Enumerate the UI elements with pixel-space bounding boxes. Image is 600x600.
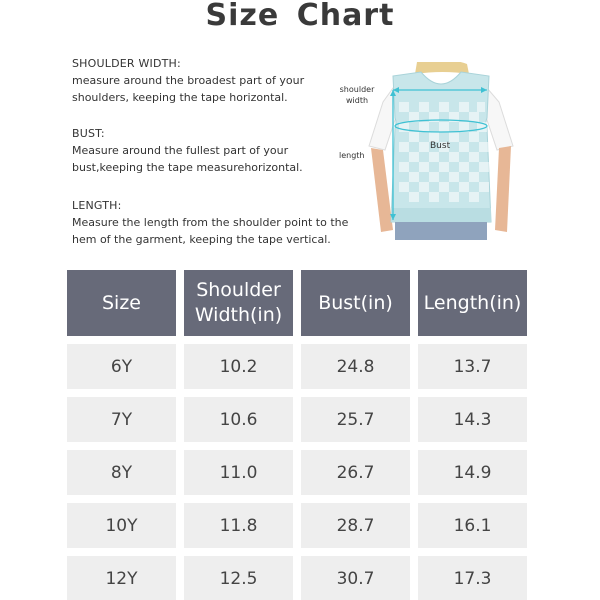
left-arm-shape bbox=[371, 148, 393, 232]
cell-shoulder: 10.6 bbox=[184, 397, 293, 442]
length-instructions bbox=[72, 197, 362, 248]
cell-bust: 30.7 bbox=[301, 556, 410, 600]
vest-hem-shape bbox=[391, 208, 491, 222]
cell-bust: 25.7 bbox=[301, 397, 410, 442]
page-title: Size Chart bbox=[205, 0, 395, 33]
length-text-line-2: hem of the garment, keeping the tape vertical. bbox=[72, 233, 331, 246]
cell-length: 16.1 bbox=[418, 503, 527, 548]
length-text-line-1: Measure the length from the shoulder point to the bbox=[72, 216, 349, 229]
header-shoulder-width-text: Shoulder Width(in) bbox=[194, 279, 283, 326]
cell-length: 14.9 bbox=[418, 450, 527, 495]
shoulder-width-label bbox=[335, 84, 379, 106]
table-header-row bbox=[67, 270, 527, 336]
cell-shoulder: 10.2 bbox=[184, 344, 293, 389]
header-size-text: Size bbox=[101, 291, 141, 314]
cell-length: 14.3 bbox=[418, 397, 527, 442]
cell-length: 13.7 bbox=[418, 344, 527, 389]
header-length-text: Length(in) bbox=[423, 291, 522, 314]
bust-instructions bbox=[72, 125, 362, 176]
shoulder-label-line-2: width bbox=[345, 96, 369, 105]
table-row bbox=[67, 344, 527, 389]
table-row bbox=[67, 503, 527, 548]
header-bust-text: Bust(in) bbox=[318, 291, 393, 314]
header-bust bbox=[301, 270, 410, 336]
header-length bbox=[418, 270, 527, 336]
cell-shoulder: 12.5 bbox=[184, 556, 293, 600]
header-size bbox=[67, 270, 176, 336]
cell-length: 17.3 bbox=[418, 556, 527, 600]
bust-label: Bust bbox=[430, 141, 451, 151]
shoulder-width-text-line-2: shoulders, keeping the tape horizontal. bbox=[72, 91, 288, 104]
shoulder-width-text-line-1: measure around the broadest part of your bbox=[72, 74, 305, 87]
shoulder-width-heading: SHOULDER WIDTH: bbox=[72, 57, 181, 70]
cell-shoulder: 11.8 bbox=[184, 503, 293, 548]
right-arm-shape bbox=[495, 146, 511, 232]
jeans-shape bbox=[395, 222, 487, 240]
cell-bust: 26.7 bbox=[301, 450, 410, 495]
cell-size: 10Y bbox=[67, 503, 176, 548]
cell-size: 8Y bbox=[67, 450, 176, 495]
shoulder-width-instructions bbox=[72, 55, 362, 106]
shoulder-label-line-1: shoulder bbox=[339, 85, 375, 94]
cell-bust: 28.7 bbox=[301, 503, 410, 548]
size-table bbox=[59, 262, 535, 600]
length-heading: LENGTH: bbox=[72, 199, 122, 212]
bust-heading: BUST: bbox=[72, 127, 105, 140]
cell-shoulder: 11.0 bbox=[184, 450, 293, 495]
cell-size: 7Y bbox=[67, 397, 176, 442]
table-row bbox=[67, 397, 527, 442]
table-row bbox=[67, 450, 527, 495]
cell-size: 12Y bbox=[67, 556, 176, 600]
cell-size: 6Y bbox=[67, 344, 176, 389]
length-label: length bbox=[339, 151, 365, 160]
bust-text-line-1: Measure around the fullest part of your bbox=[72, 144, 289, 157]
table-row bbox=[67, 556, 527, 600]
bust-text-line-2: bust,keeping the tape measurehorizontal. bbox=[72, 161, 303, 174]
cell-bust: 24.8 bbox=[301, 344, 410, 389]
right-sleeve-shape bbox=[485, 88, 513, 150]
garment-measurement-diagram bbox=[335, 62, 515, 240]
header-shoulder-width bbox=[184, 270, 293, 336]
